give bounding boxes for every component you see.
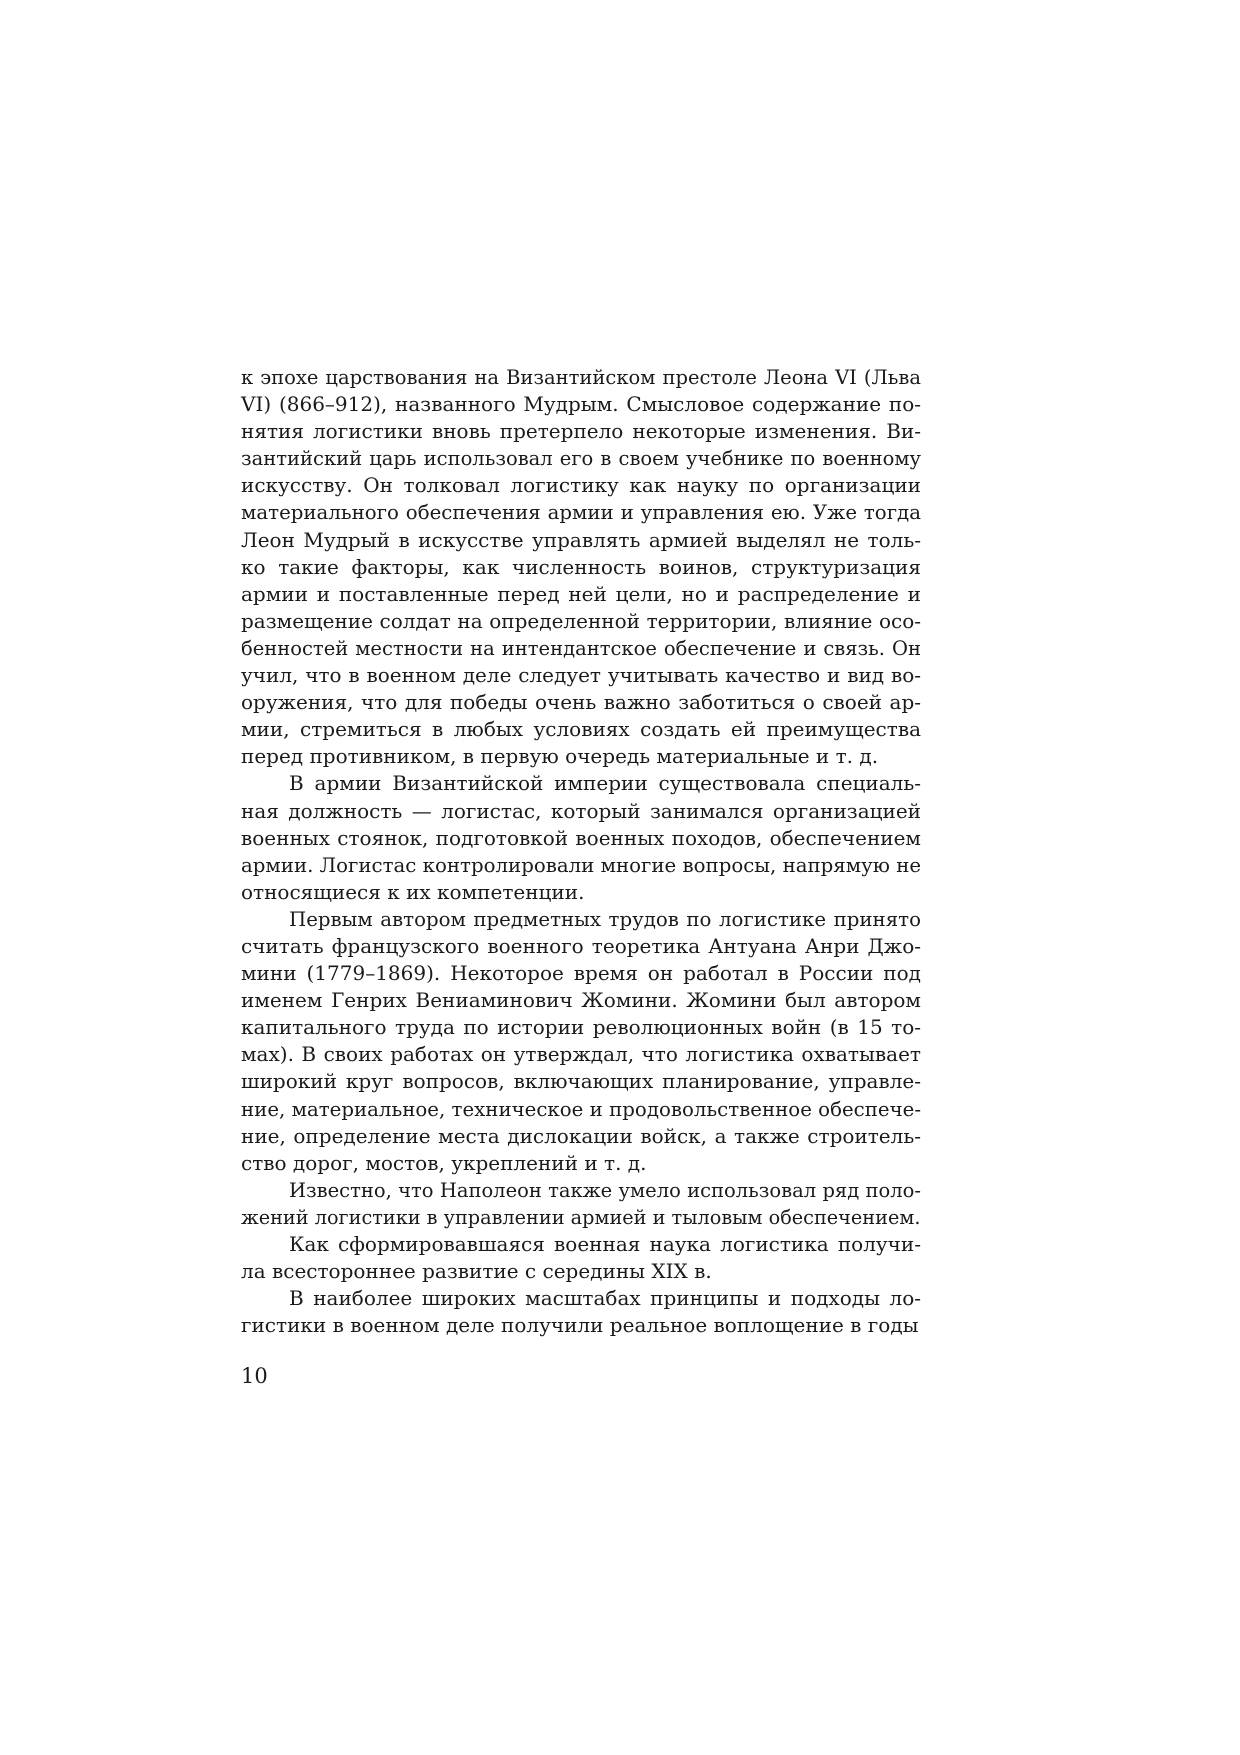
paragraph [241,1177,921,1231]
text-line: нятия логистики вновь претерпело некоторые изменения. Ви- [241,419,921,444]
text-line: оружения, что для победы очень важно заботиться о своей ар- [241,690,921,715]
paragraph [241,906,921,1177]
text-line: бенностей местности на интендантское обеспечение и связь. Он [241,636,921,660]
text-line: ние, определение места дислокации войск, а также строитель- [241,1123,921,1148]
text-line: Леон Мудрый в искусстве управлять армией выделял не толь- [241,527,921,552]
text-line: искусству. Он толковал логистику как науку по организации [241,473,921,498]
text-line: В наиболее широких масштабах принципы и подходы ло- [289,1286,921,1311]
text-line: считать французского военного теоретика Антуана Анри Джо- [241,933,921,958]
text-line: мини (1779–1869). Некоторое время он работал в России под [241,961,921,986]
text-line: ко такие факторы, как численность воинов, структуризация [241,554,921,579]
text-line: относящиеся к их компетенции. [241,879,585,904]
text-line: ная должность — логистас, который занимался организацией [241,798,921,823]
text-line: к эпохе царствования на Византийском престоле Леона VI (Льва [241,366,921,389]
page-number: 10 [241,1364,268,1388]
text-line: учил, что в военном деле следует учитывать качество и вид во- [241,663,921,688]
text-line: ла всестороннее развитие с середины XIX в. [241,1259,712,1284]
text-line: зантийский царь использовал его в своем учебнике по военному [241,447,921,471]
text-line: армии и поставленные перед ней цели, но и распределение и [241,581,921,606]
text-line: ство дорог, мостов, укреплений и т. д. [241,1150,647,1175]
text-line: перед противником, в первую очередь материальные и т. д. [241,744,879,769]
paragraph [241,770,921,905]
text-line: жений логистики в управлении армией и тыловым обеспечением. [241,1205,921,1229]
text-line: капитального труда по истории революционных войн (в 15 то- [241,1015,921,1040]
text-line: именем Генрих Вениаминович Жомини. Жомини был автором [241,988,921,1013]
text-line: материального обеспечения армии и управления ею. Уже тогда [241,501,921,525]
body-text [241,364,921,1339]
text-line: мах). В своих работах он утверждал, что логистика охватывает [241,1042,921,1067]
text-line: Первым автором предметных трудов по логистике принято [289,907,921,931]
text-line: армии. Логистас контролировали многие вопросы, напрямую не [241,853,922,877]
text-line: военных стоянок, подготовкой военных походов, обеспечением [241,825,921,850]
text-line: ние, материальное, техническое и продовольственное обеспече- [241,1097,921,1121]
paragraph [241,1231,921,1285]
paragraph [241,1285,921,1339]
paragraph [241,364,921,770]
text-line: Известно, что Наполеон также умело использовал ряд поло- [289,1178,921,1202]
text-line: Как сформировавшаяся военная наука логистика получи- [289,1232,921,1256]
text-line: широкий круг вопросов, включающих планирование, управле- [241,1069,921,1094]
text-line: гистики в военном деле получили реальное воплощение в годы [241,1313,919,1338]
text-line: мии, стремиться в любых условиях создать ей преимущества [241,717,921,742]
text-line: VI) (866–912), названного Мудрым. Смысловое содержание по- [241,392,921,417]
text-line: В армии Византийской империи существовала специаль- [289,771,921,796]
text-line: размещение солдат на определенной территории, влияние осо- [241,608,921,633]
